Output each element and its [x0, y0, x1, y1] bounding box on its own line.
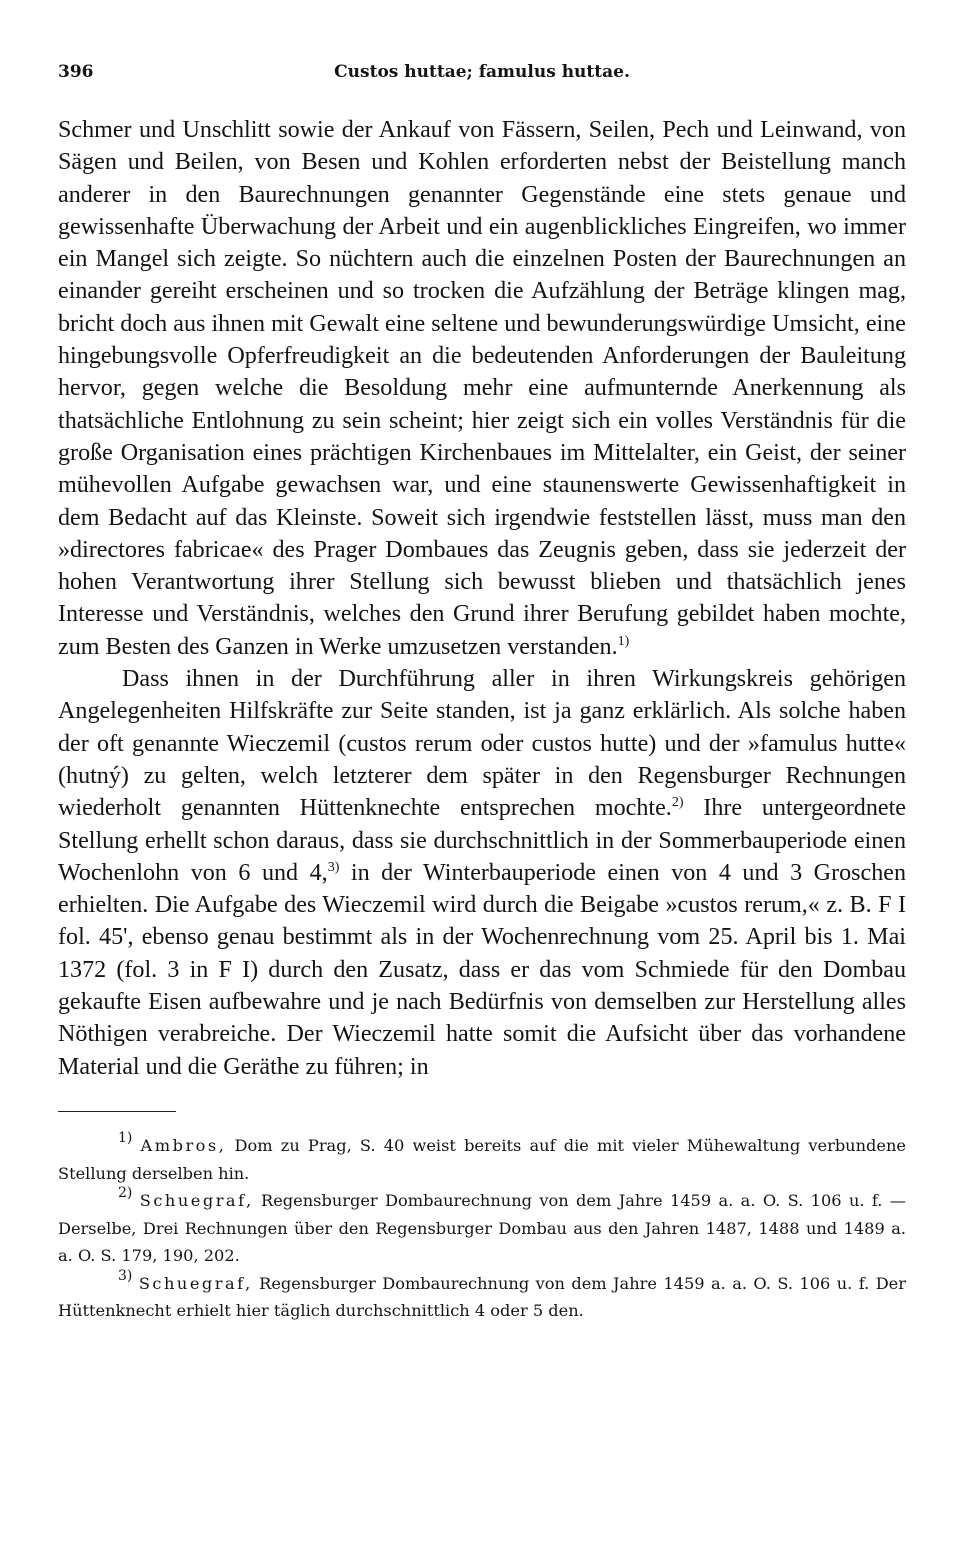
footnote-1 [58, 1129, 906, 1187]
footnote-1-text: Dom zu Prag, S. 40 weist bereits auf die mit vieler Mühewaltung verbundene Stellung derselben hin. [58, 1135, 906, 1183]
footnote-ref-3: 3) [327, 859, 340, 875]
running-title: Custos huttae; famulus huttae. [334, 62, 630, 82]
paragraph-2 [58, 663, 906, 1083]
footnote-3 [58, 1267, 907, 1325]
footnote-3-author: Schuegraf, [138, 1273, 253, 1293]
footnote-2 [58, 1187, 906, 1270]
footnote-ref-2: 2) [671, 795, 684, 811]
paragraph-2-text-b: Ihre untergeordnete Stellung erhellt schon daraus, dass sie durchschnittlich in der Sommerbauperiode einen Wochenlohn von 6 und 4, [58, 795, 906, 886]
paragraph-1-text: Schmer und Unschlitt sowie der Ankauf von Fässern, Seilen, Pech und Leinwand, von Sägen und Beilen, von Besen und Kohlen erforderten nebst der Beistellung manch anderer in den Baurechnungen genannter Gegenstände eine stets genaue und gewissenhafte Überwachung der Arbeit und ein augenblickliches Eingreifen, wo immer ein Mangel sich zeigte. So nüchtern auch die einzelnen Posten der Baurechnungen an einander gereiht erscheinen und so trocken die Aufzählung der Beträge klingen mag, bricht doch aus ihnen mit Gewalt eine seltene und bewunderungswürdige Umsicht, eine hingebungsvolle Opferfreudigkeit an die bedeutenden Anforderungen der Bauleitung hervor, gegen welche die Besoldung mehr eine aufmunternde Anerkennung als thatsächliche Entlohnung zu sein scheint; hier zeigt sich ein volles Verständnis für die große Organisation eines prächtigen Kirchenbaues im Mittelalter, ein Geist, der seiner mühevollen Aufgabe gewachsen war, und eine staunenswerte Gewissenhaftigkeit in dem Bedacht auf das Kleinste. Soweit sich irgendwie feststellen lässt, muss man den »directores fabricae« des Prager Dombaues das Zeugnis geben, dass sie jederzeit der hohen Verantwortung ihrer Stellung sich bewusst blieben und thatsächlich jenes Interesse und Verständnis, welches den Grund ihrer Berufung gebildet haben mochte, zum Besten des Ganzen in Werke umzusetzen verstanden. [58, 117, 906, 660]
footnote-divider [58, 1111, 176, 1112]
paragraph-1 [58, 114, 906, 663]
footnote-1-marker: 1) [118, 1129, 133, 1146]
page-number: 396 [58, 62, 94, 82]
footnotes [58, 1129, 907, 1325]
paragraph-2-text-a: Dass ihnen in der Durchführung aller in ihren Wirkungskreis gehörigen Angelegenheiten Hilfskräfte zur Seite standen, ist ja ganz erklärlich. Als solche haben der oft genannte Wieczemil (custos rerum oder custos hutte) und der »famulus hutte« (hutný) zu gelten, welch letzterer dem später in den Regensburger Rechnungen wiederholt genannten Hüttenknechte entsprechen mochte. [58, 666, 906, 822]
footnote-3-text: Regensburger Dombaurechnung von dem Jahre 1459 a. a. O. S. 106 u. f. Der Hüttenknecht erhielt hier täglich durchschnittlich 4 oder 5 den. [58, 1273, 907, 1321]
running-head [58, 56, 906, 86]
footnote-2-text: Regensburger Dombaurechnung von dem Jahre 1459 a. a. O. S. 106 u. f. — Derselbe, Drei Rechnungen über den Regensburger Dombau aus den Jahren 1487, 1488 und 1489 a. a. O. S. 179, 190, 202. [58, 1191, 906, 1266]
paragraph-2-text-c: in der Winterbauperiode einen von 4 und 3 Groschen erhielten. Die Aufgabe des Wieczemil wird durch die Beigabe »custos rerum,« z. B. F I fol. 45', ebenso genau bestimmt als in der Wochenrechnung vom 25. April bis 1. Mai 1372 (fol. 3 in F I) durch den Zusatz, dass er das vom Schmiede für den Dombau gekaufte Eisen aufbewahre und je nach Bedürfnis von demselben zur Herstellung alles Nöthigen verabreiche. Der Wieczemil hatte somit die Aufsicht über das vorhandene Material und die Geräthe zu führen; in [58, 859, 907, 1080]
body-text [58, 114, 906, 1083]
book-page [58, 56, 906, 1325]
footnote-2-author: Schuegraf, [139, 1191, 254, 1211]
footnote-2-marker: 2) [118, 1185, 133, 1202]
footnote-3-marker: 3) [118, 1267, 133, 1284]
footnote-ref-1: 1) [617, 633, 630, 649]
footnote-1-author: Ambros, [140, 1135, 227, 1155]
